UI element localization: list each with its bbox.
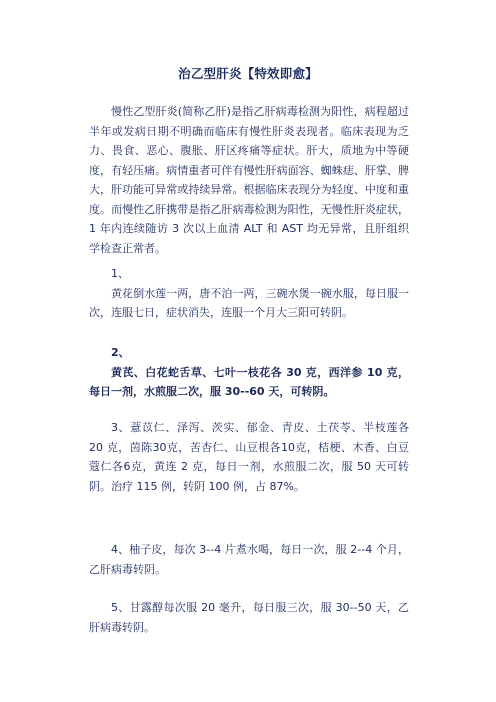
remedy-number-1: 1、	[111, 267, 129, 280]
remedy-text-4: 4、柚子皮，每次 3--4 片煮水喝，每日一次，服 2--4 个月，乙肝病毒转阴。	[89, 543, 409, 576]
remedy-item-4	[89, 540, 409, 579]
remedy-item-1	[89, 264, 409, 323]
remedy-text-1: 黄花倒水莲一两，唐不泊一两，三碗水煲一碗水服，每日服一次，连服七日，症状消失，连服一个月大三阳可转阴。	[89, 286, 409, 319]
intro-text: 慢性乙型肝炎(简称乙肝)是指乙肝病毒检测为阳性，病程超过半年或发病日期不明确而临床有慢性肝炎表现者。临床表现为乏力、畏食、恶心、腹胀、肝区疼痛等症状。肝大，质地为中等硬度，有轻压痛。病情重者可伴有慢性肝病面容、蜘蛛痣、肝掌、脾大，肝功能可异常或持续异常。根据临床表现分为轻度、中度和重度。而慢性乙肝携带是指乙肝病毒检测为阳性，无慢性肝炎症状，1 年内连续随访 3 次以上血清 ALT 和 AST 均无异常，且肝组织学检查正常者。	[89, 105, 409, 255]
remedy-text-3: 3、薏苡仁、泽泻、茨实、郁金、青皮、土茯苓、半枝莲各 20 克，茵陈30克，苦杏仁、山豆根各10克，桔梗、木香、白豆蔻仁各6克，黄连 2 克，每日一剂，水煎服二次，服 50 天可转阴。治疗 115 例，转阴 100 例，占 87%。	[89, 421, 409, 493]
remedy-text-5: 5、甘露醇每次服 20 毫升，每日服三次，服 30--50 天，乙肝病毒转阴。	[89, 601, 409, 634]
intro-paragraph	[89, 102, 409, 258]
remedy-item-2	[89, 343, 409, 402]
document-title: 治乙型肝炎【特效即愈】	[178, 66, 318, 81]
remedy-item-5	[89, 598, 409, 637]
remedy-item-3	[89, 418, 409, 496]
remedy-text-2: 黄芪、白花蛇舌草、七叶一枝花各 30 克，西洋参 10 克，每日一剂，水煎服二次，服 30--60 天，可转阴。	[89, 365, 409, 398]
remedy-number-2: 2、	[111, 346, 130, 359]
